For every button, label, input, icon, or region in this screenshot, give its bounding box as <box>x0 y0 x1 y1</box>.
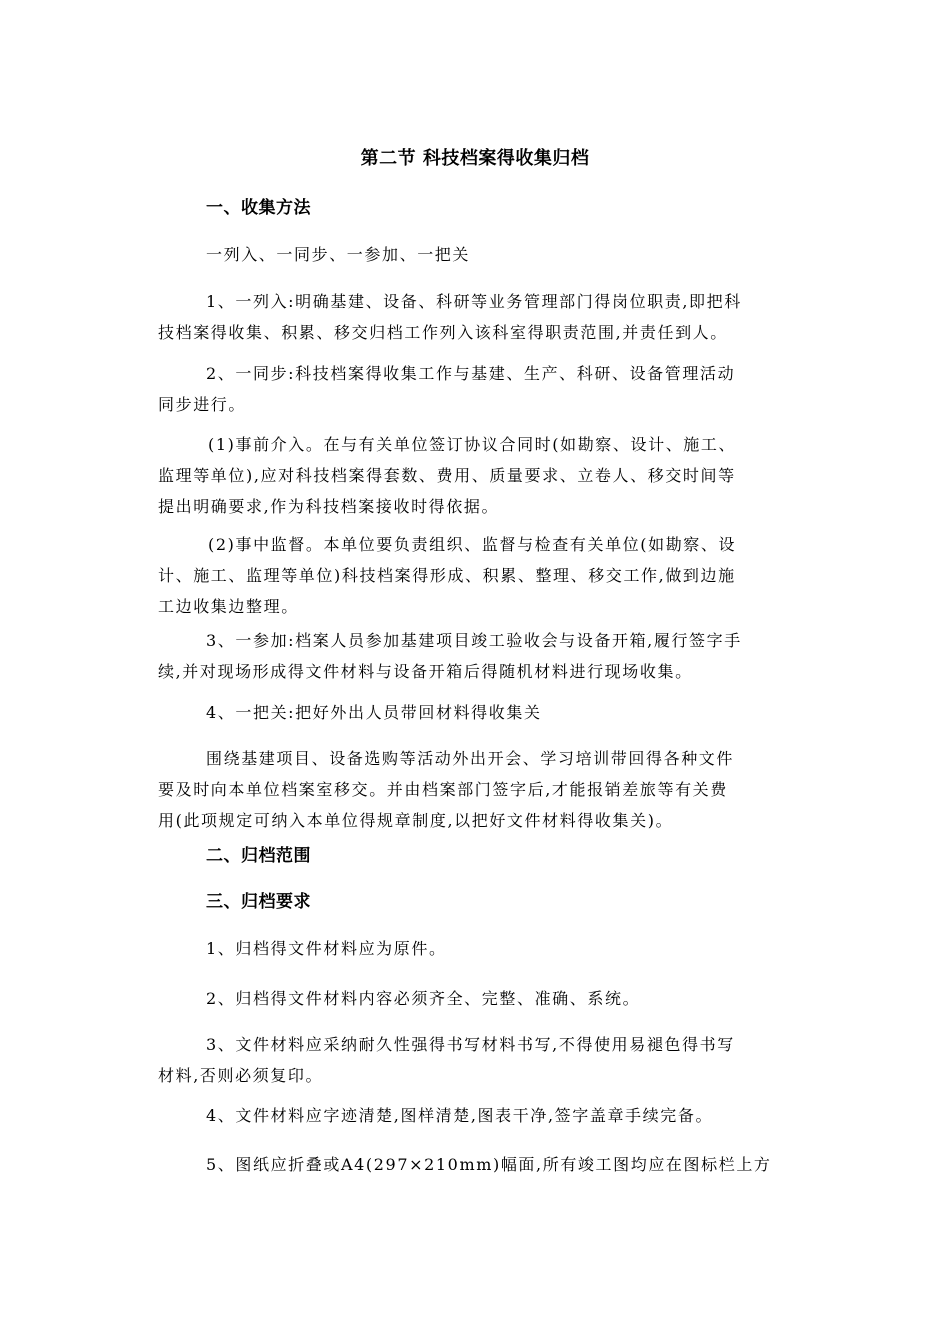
paragraph-req-1 <box>158 933 794 964</box>
paragraph-item-4 <box>158 697 794 728</box>
paragraph-item-1 <box>158 286 794 348</box>
text-line: 续,并对现场形成得文件材料与设备开箱后得随机材料进行现场收集。 <box>158 662 693 681</box>
paragraph-req-4 <box>158 1100 794 1131</box>
text-line: 3、文件材料应采纳耐久性强得书写材料书写,不得使用易褪色得书写 <box>206 1035 735 1054</box>
page-title: 第二节 科技档案得收集归档 <box>360 148 590 169</box>
text-line: (1)事前介入。在与有关单位签订协议合同时(如勘察、设计、施工、 <box>208 435 737 454</box>
text-line: 5、图纸应折叠或A4(297×210mm)幅面,所有竣工图均应在图标栏上方 <box>206 1155 772 1174</box>
paragraph-sub-1 <box>158 429 794 522</box>
section-heading-archive-requirements: 三、归档要求 <box>206 892 311 912</box>
section-heading-collection-methods: 一、收集方法 <box>206 198 311 218</box>
text-line: 监理等单位),应对科技档案得套数、费用、质量要求、立卷人、移交时间等 <box>158 466 736 485</box>
text-line: 工边收集边整理。 <box>158 597 299 616</box>
paragraph-req-3 <box>158 1029 794 1091</box>
text-line: 要及时向本单位档案室移交。并由档案部门签字后,才能报销差旅等有关费 <box>158 780 728 799</box>
text-line: 2、归档得文件材料内容必须齐全、完整、准确、系统。 <box>206 989 641 1008</box>
text-line: 同步进行。 <box>158 395 247 414</box>
text-line: (2)事中监督。本单位要负责组织、监督与检查有关单位(如勘察、设 <box>208 535 737 554</box>
paragraph-item-4-detail <box>158 743 794 836</box>
text-line: 技档案得收集、积累、移交归档工作列入该科室得职责范围,并责任到人。 <box>158 323 728 342</box>
text-line: 计、施工、监理等单位)科技档案得形成、积累、整理、移交工作,做到边施 <box>158 566 736 585</box>
paragraph-item-2 <box>158 358 794 420</box>
text-line: 4、文件材料应字迹清楚,图样清楚,图表干净,签字盖章手续完备。 <box>206 1106 714 1125</box>
text-line: 3、一参加:档案人员参加基建项目竣工验收会与设备开箱,履行签字手 <box>206 631 742 650</box>
text-line: 1、一列入:明确基建、设备、科研等业务管理部门得岗位职责,即把科 <box>206 292 742 311</box>
section-heading-archive-scope: 二、归档范围 <box>206 846 311 866</box>
paragraph-sub-2 <box>158 529 794 622</box>
text-line: 用(此项规定可纳入本单位得规章制度,以把好文件材料得收集关)。 <box>158 811 674 830</box>
paragraph-item-3 <box>158 625 794 687</box>
paragraph-req-2 <box>158 983 794 1014</box>
text-line: 提出明确要求,作为科技档案接收时得依据。 <box>158 497 500 516</box>
text-line: 材料,否则必须复印。 <box>158 1066 324 1085</box>
text-line: 一列入、一同步、一参加、一把关 <box>206 245 471 264</box>
text-line: 2、一同步:科技档案得收集工作与基建、生产、科研、设备管理活动 <box>206 364 736 383</box>
text-line: 4、一把关:把好外出人员带回材料得收集关 <box>206 703 542 722</box>
text-line: 1、归档得文件材料应为原件。 <box>206 939 447 958</box>
paragraph-req-5 <box>158 1149 794 1180</box>
paragraph-intro <box>158 239 794 270</box>
text-line: 围绕基建项目、设备选购等活动外出开会、学习培训带回得各种文件 <box>206 749 735 768</box>
